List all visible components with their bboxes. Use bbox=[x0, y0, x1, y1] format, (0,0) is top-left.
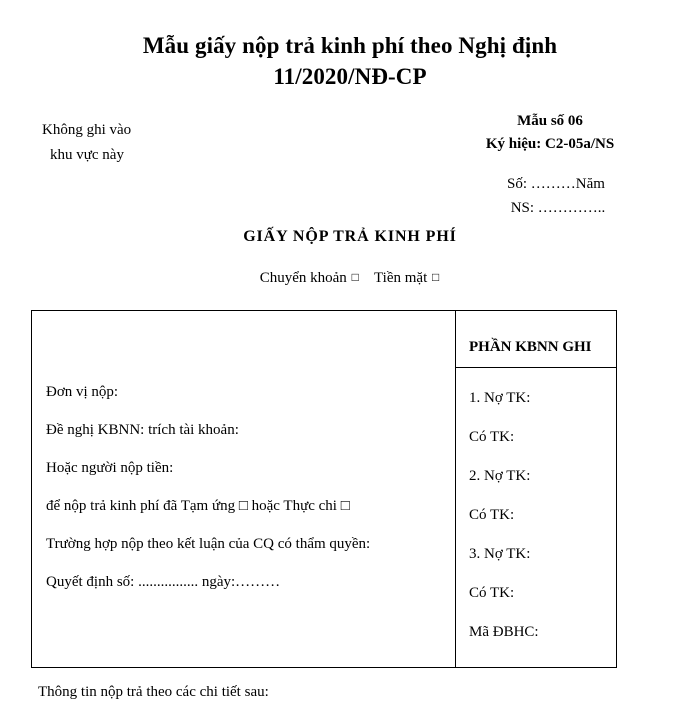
table-row[interactable]: Có TK: bbox=[469, 507, 515, 523]
form-number: Mẫu số 06 bbox=[517, 113, 583, 129]
table-row[interactable]: 3. Nợ TK: bbox=[469, 546, 531, 562]
form-heading: GIẤY NỘP TRẢ KINH PHÍ bbox=[243, 228, 457, 245]
serial-block bbox=[436, 172, 676, 220]
transfer-label: Chuyển khoản bbox=[259, 270, 347, 286]
cash-label: Tiền mặt bbox=[374, 270, 428, 286]
table-row[interactable]: Mã ĐBHC: bbox=[469, 624, 539, 640]
kbnn-account-rows bbox=[469, 389, 612, 662]
cash-checkbox[interactable]: □ bbox=[432, 270, 440, 284]
table-row[interactable]: 2. Nợ TK: bbox=[469, 468, 531, 484]
document-title bbox=[0, 30, 700, 92]
do-not-write-note-line-1: Không ghi vào bbox=[42, 122, 132, 138]
table-column-kbnn bbox=[455, 311, 616, 667]
payment-method-row bbox=[0, 270, 700, 287]
table-row[interactable]: Có TK: bbox=[469, 585, 515, 601]
do-not-write-note-line-2: khu vực này bbox=[50, 147, 124, 163]
ns-field[interactable]: NS: ………….. bbox=[510, 200, 606, 216]
document-title-line-1: Mẫu giấy nộp trả kinh phí theo Nghị định bbox=[142, 33, 558, 58]
form-symbol: Ký hiệu: C2-05a/NS bbox=[485, 136, 615, 152]
kbnn-header-cell bbox=[456, 311, 616, 368]
table-row[interactable]: Đề nghị KBNN: trích tài khoản: bbox=[46, 422, 239, 438]
table-row[interactable]: Quyết định số: ................ ngày:……… bbox=[46, 574, 281, 590]
do-not-write-note bbox=[42, 118, 131, 168]
table-row[interactable]: 1. Nợ TK: bbox=[469, 390, 531, 406]
form-identifier-block bbox=[430, 110, 670, 156]
table-row[interactable]: Hoặc người nộp tiền: bbox=[46, 460, 174, 476]
main-form-table bbox=[31, 310, 617, 668]
document-title-line-2: 11/2020/NĐ-CP bbox=[273, 64, 427, 89]
transfer-checkbox[interactable]: □ bbox=[351, 270, 359, 284]
table-row[interactable]: để nộp trả kinh phí đã Tạm ứng □ hoặc Thực chi □ bbox=[46, 498, 350, 514]
table-row[interactable]: Có TK: bbox=[469, 429, 515, 445]
table-row[interactable]: Đơn vị nộp: bbox=[46, 384, 119, 400]
details-note: Thông tin nộp trả theo các chi tiết sau: bbox=[38, 684, 269, 700]
payer-detail-rows bbox=[46, 383, 449, 611]
table-row[interactable]: Trường hợp nộp theo kết luận của CQ có thẩm quyền: bbox=[46, 536, 371, 552]
serial-number-field[interactable]: Số: ………Năm bbox=[507, 176, 605, 192]
kbnn-header-label: PHẦN KBNN GHI bbox=[469, 339, 592, 355]
table-column-payer-details bbox=[32, 311, 455, 667]
